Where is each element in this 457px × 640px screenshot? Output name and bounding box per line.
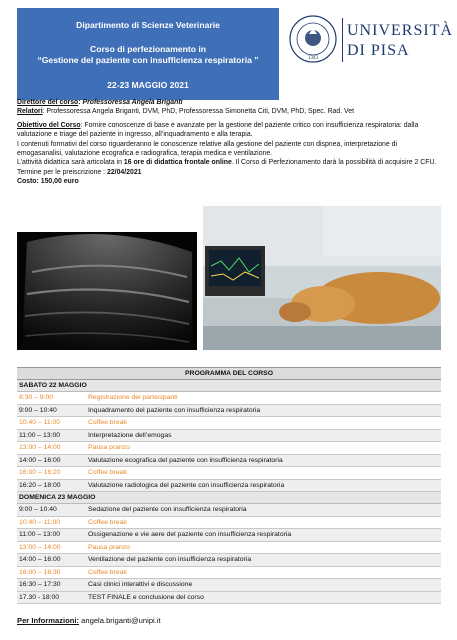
university-logo [288, 14, 453, 74]
objective-paragraph [17, 121, 442, 140]
contact-email[interactable]: angela.briganti@unipi.it [81, 616, 161, 625]
contact-footer [17, 616, 161, 625]
row-desc: Pausa pranzo [88, 543, 130, 551]
row-time: 17.30 - 18:00 [19, 593, 60, 601]
course-title-line2: “Gestione del paziente con insufficienza respiratoria ” [37, 55, 259, 65]
ultrasound-graphic [17, 232, 197, 350]
program-row [17, 430, 441, 443]
row-desc: TEST FINALE e conclusione del corso [88, 593, 204, 601]
row-desc: Valutazione ecografica del paziente con insufficienza respiratoria [88, 456, 283, 464]
course-info [17, 98, 442, 187]
row-desc: Registrazione dei partecipanti [88, 394, 178, 401]
row-desc: Casi clinici interattivi e discussione [88, 581, 193, 588]
speakers-value: : Professoressa Angela Briganti, DVM, PhD, Professoressa Simonetta Citi, DVM, PhD, Spec. Rad. Vet [42, 108, 355, 116]
program-row [17, 480, 441, 493]
row-time: 16:20 – 18:00 [19, 481, 61, 489]
course-dates: 22-23 MAGGIO 2021 [107, 80, 189, 90]
logo-pisa: DI PISA [347, 42, 410, 59]
logo-divider [342, 18, 343, 62]
dog-clinic-photo [203, 206, 441, 350]
row-time: 10:40 – 11:00 [19, 419, 61, 426]
row-time: 10:40 – 11:00 [19, 518, 61, 526]
row-time: 11:00 – 13:00 [19, 531, 61, 538]
deadline-value: 22/04/2021 [107, 168, 142, 176]
department-title: Dipartimento di Scienze Veterinarie [76, 20, 220, 30]
row-desc: Ventilazione del paziente con insufficienza respiratoria [88, 556, 252, 563]
row-time: 8:30 – 9:00 [19, 394, 54, 401]
row-desc: Coffee break [88, 469, 127, 476]
row-desc: Pausa pranzo [88, 444, 130, 451]
contact-label: Per Informazioni: [17, 616, 80, 625]
row-time: 14:00 – 16:00 [19, 456, 61, 464]
program-row [17, 392, 441, 405]
row-time: 9:00 – 10:40 [19, 406, 57, 414]
course-title-line1: Corso di perfezionamento in [89, 44, 207, 54]
deadline-line [17, 168, 442, 177]
row-time: 14:00 – 16:00 [19, 556, 61, 563]
logo-university: UNIVERSITÀ [347, 22, 453, 39]
university-seal-icon [288, 14, 338, 64]
contents-paragraph: I contenuti formativi del corso riguarderanno le conoscenze relative alla gestione del paziente con dispnea, interpretazione di emogasanalisi, valutazione ecografica e radiografica, terapia medica e ventilazione. [17, 140, 397, 158]
row-desc: Coffee break [88, 568, 127, 576]
row-time: 16:00 – 16:20 [19, 469, 61, 476]
row-desc: Coffee break [88, 419, 127, 426]
hours-pre: L’attività didattica sarà articolata in [17, 159, 124, 167]
program-row [17, 405, 441, 418]
cost-line: Costo: 150,00 euro [17, 178, 79, 186]
program-row [17, 579, 441, 592]
row-desc: Inquadramento del paziente con insufficienza respiratoria [88, 406, 261, 414]
speakers-line [17, 107, 442, 116]
program-row [17, 529, 441, 542]
dog-photo-graphic [203, 206, 441, 350]
program-row [17, 517, 441, 530]
header-banner [17, 8, 279, 100]
program-title: PROGRAMMA DEL CORSO [17, 367, 441, 380]
program-row [17, 455, 441, 468]
program-row [17, 592, 441, 605]
row-time: 9:00 – 10:40 [19, 506, 57, 513]
row-time: 16:00 – 16:30 [19, 568, 61, 576]
program-row [17, 567, 441, 580]
program-row [17, 467, 441, 480]
objective-text: : Fornire conoscenze di base e avanzate per la gestione del paziente critico con insufficienza respiratoria: dalla valutazione e triage del paziente in ingresso, all’inquadramento e alla terapia. [17, 121, 419, 139]
program-row [17, 504, 441, 517]
objective-label: Obiettivo del Corso [17, 121, 81, 129]
row-desc: Valutazione radiologica del paziente con insufficienza respiratoria [88, 481, 285, 489]
row-time: 13:00 – 14:00 [19, 444, 61, 451]
program-day-saturday: SABATO 22 MAGGIO [17, 380, 441, 392]
row-time: 13:00 – 14:00 [19, 543, 61, 551]
hours-paragraph [17, 158, 442, 167]
speakers-label: Relatori [17, 108, 43, 116]
program-row [17, 442, 441, 455]
program-row [17, 542, 441, 555]
program-day-sunday: DOMENICA 23 MAGGIO [17, 492, 441, 504]
row-time: 11:00 – 13:00 [19, 431, 61, 439]
director-line: Direttore del corso: Professoressa Angela Briganti [17, 99, 183, 106]
program-row [17, 554, 441, 567]
ultrasound-image [17, 232, 197, 350]
row-desc: Interpretazione dell’emogas [88, 431, 172, 439]
hours-bold: 16 ore di didattica frontale online [123, 159, 232, 167]
hours-post: . Il Corso di Perfezionamento darà la possibilità di acquisire 2 CFU. [231, 159, 437, 167]
row-desc: Ossigenazione e vie aere del paziente con insufficienza respiratoria [88, 531, 292, 538]
course-program [17, 367, 441, 604]
director-label: Direttore del corso [17, 99, 79, 106]
svg-text:1343: 1343 [307, 55, 319, 60]
program-row [17, 417, 441, 430]
row-time: 16:30 – 17:30 [19, 581, 61, 588]
row-desc: Sedazione del paziente con insufficienza respiratoria [88, 506, 247, 513]
row-desc: Coffee break [88, 518, 127, 526]
deadline-label: Termine per le preiscrizione : [17, 168, 107, 176]
director-value: Professoressa Angela Briganti [82, 99, 183, 106]
